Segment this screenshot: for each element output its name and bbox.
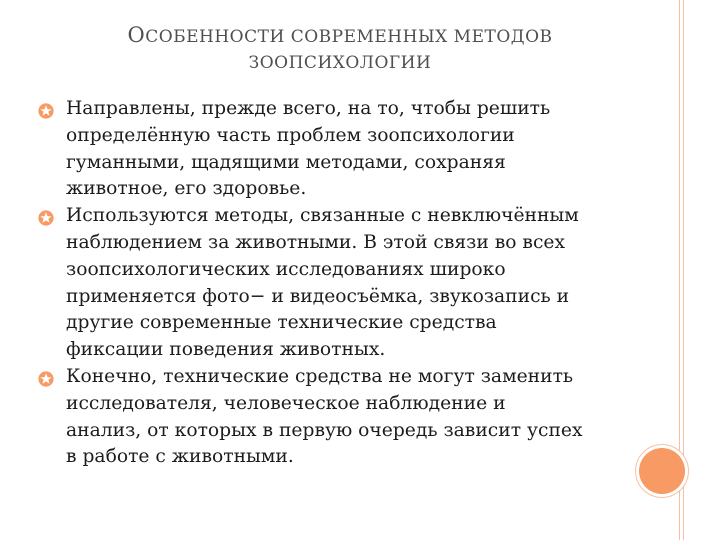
bullet-line: другие современные технические средства	[66, 312, 497, 334]
bullet-line: гуманными, щадящими методами, сохраняя	[66, 151, 506, 173]
title-line-1	[90, 22, 590, 50]
bullet-line: фиксации поведения животных.	[66, 339, 386, 361]
bullet-line: животное, его здоровье.	[66, 178, 307, 200]
title-line-2: ЗООПСИХОЛОГИИ	[248, 53, 432, 73]
title-line-1-text: СОБЕННОСТИ СОВРЕМЕННЫХ МЕТОДОВ	[145, 27, 553, 47]
star-bullet-icon	[38, 371, 54, 387]
bullet-line: зоопсихологических исследованиях широко	[66, 258, 506, 280]
bullet-item	[38, 203, 678, 364]
bullet-line: Направлены, прежде всего, на то, чтобы решить	[66, 98, 551, 119]
bullet-list	[38, 96, 678, 471]
bullet-line: применяется фото− и видеосъёмка, звукозапись и	[66, 285, 570, 307]
bullet-item	[38, 364, 678, 471]
bullet-line: определённую часть проблем зоопсихологии	[66, 124, 515, 146]
bullet-line: наблюдением за животными. В этой связи во всех	[66, 231, 566, 253]
star-bullet-icon	[38, 210, 54, 226]
decorative-vertical-rule	[683, 0, 684, 540]
bullet-line: Используются методы, связанные с невключённым	[66, 205, 579, 227]
bullet-item	[38, 96, 678, 203]
bullet-line: Конечно, технические средства не могут заменить	[66, 365, 574, 387]
star-bullet-icon	[38, 103, 54, 119]
title-initial-letter: О	[127, 23, 146, 47]
bullet-line: в работе с животными.	[66, 446, 294, 468]
bullet-line: исследователя, человеческое наблюдение и	[66, 392, 506, 414]
slide-title	[90, 22, 590, 76]
bullet-line: анализ, от которых в первую очередь зависит успех	[66, 419, 583, 441]
